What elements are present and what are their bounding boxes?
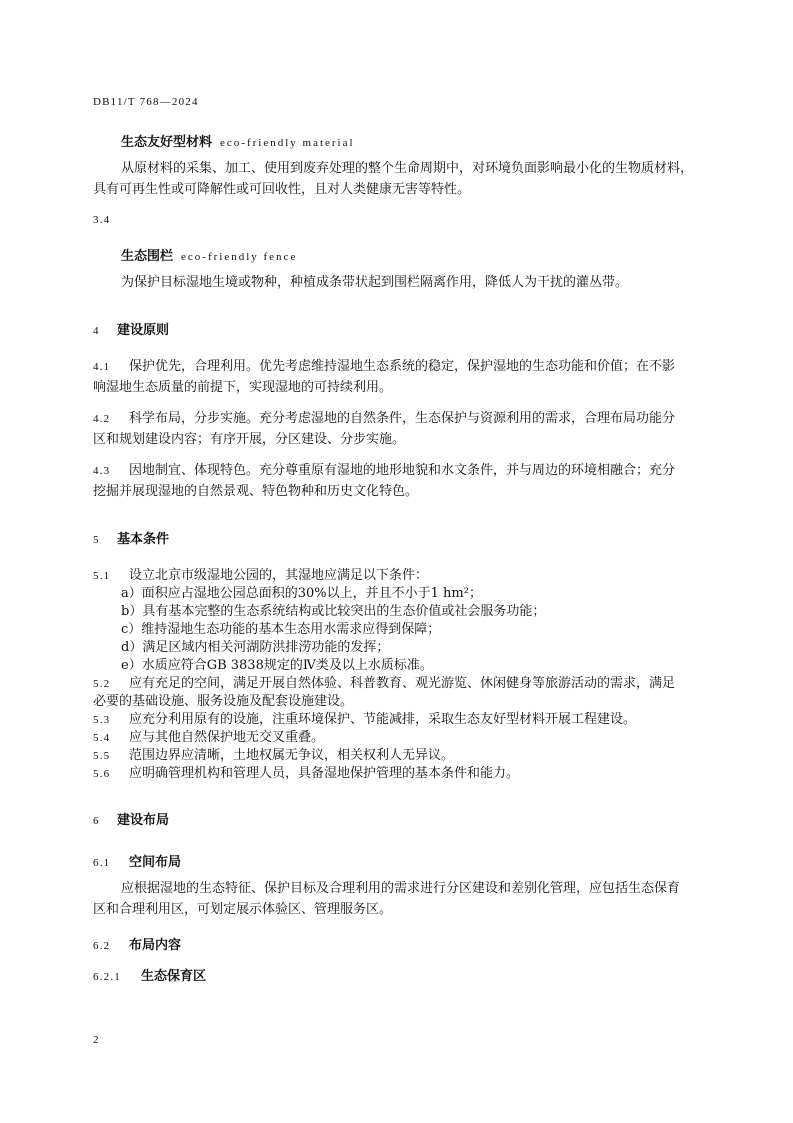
clause-4-1-line1 [93,360,675,374]
clause-text: 应充分利用原有的设施，注重环境保护、节能减排，采取生态友好型材料开展工程建设。 [129,712,637,727]
subsection-title: 空间布局 [129,855,182,870]
list-item-a: a）面积应占湿地公园总面积的30%以上，并且不小于1 hm²； [121,586,482,601]
term-en: eco-friendly material [220,137,355,149]
subsection-heading-6-2 [93,934,181,953]
clause-5-6 [93,767,519,781]
clause-text: 保护优先，合理利用。优先考虑维持湿地生态系统的稳定，保护湿地的生态功能和价值；在不影 [129,359,676,374]
clause-5-5 [93,749,454,763]
list-item-b: b）具有基本完整的生态系统结构或比较突出的生态价值或社会服务功能； [121,604,546,619]
clause-number: 5.2 [93,678,111,690]
section-number: 5 [93,534,100,546]
section-heading-6 [93,809,169,828]
clause-text: 应与其他自然保护地无交叉重叠。 [129,730,325,745]
clause-text: 应有充足的空间，满足开展自然体验、科普教育、观光游览、休闲健身等旅游活动的需求，满足 [129,676,676,691]
clause-text: 应明确管理机构和管理人员，具备湿地保护管理的基本条件和能力。 [129,766,520,781]
subsection-number: 6.1 [93,857,111,869]
list-item-d: d）满足区域内相关河湖防洪排涝功能的发挥； [121,640,390,655]
subsection-title: 布局内容 [129,938,182,953]
page-number: 2 [93,1034,100,1046]
subsection-number: 6.2.1 [93,971,121,983]
clause-text: 设立北京市级湿地公园的，其湿地应满足以下条件： [129,568,429,583]
list-item-c: c）维持湿地生态功能的基本生态用水需求应得到保障； [121,622,441,637]
clause-5-2-line2: 必要的基础设施、服务设施及配套设施建设。 [93,694,354,709]
section-heading-4 [93,319,169,338]
definition-3-3-line1: 从原材料的采集、加工、使用到废弃处理的整个生命周期中，对环境负面影响最小化的生物质材料， [121,161,694,176]
subsection-number: 6.2 [93,940,111,952]
term-3-4 [121,245,297,264]
section-number: 6 [93,815,100,827]
clause-4-3-line1 [93,464,675,478]
clause-number: 5.5 [93,750,111,762]
clause-number: 4.2 [93,413,111,425]
standard-code: DB11/T 768—2024 [93,96,199,108]
clause-4-2-line2: 区和规划建设内容；有序开展，分区建设、分步实施。 [93,432,406,447]
clause-text: 因地制宜、体现特色。充分尊重原有湿地的地形地貌和水文条件，并与周边的环境相融合；充分 [129,463,676,478]
section-title: 建设原则 [117,323,170,338]
clause-text: 科学布局，分步实施。充分考虑湿地的自然条件，生态保护与资源利用的需求，合理布局功能分 [129,411,676,426]
clause-5-2-line1 [93,677,675,691]
subsection-heading-6-1 [93,851,181,870]
clause-number: 4.1 [93,361,111,373]
clause-number: 5.3 [93,714,111,726]
clause-number: 5.6 [93,768,111,780]
clause-4-3-line2: 挖掘并展现湿地的自然景观、特色物种和历史文化特色。 [93,484,419,499]
clause-4-1-line2: 响湿地生态质量的前提下，实现湿地的可持续利用。 [93,380,393,395]
section-title: 建设布局 [117,813,170,828]
clause-number: 5.4 [93,732,111,744]
clause-number-3-4: 3.4 [93,214,111,226]
term-zh: 生态友好型材料 [121,135,213,150]
section-number: 4 [93,325,100,337]
definition-3-3-line2: 具有可再生性或可降解性或可回收性，且对人类健康无害等特性。 [93,182,471,197]
definition-3-4: 为保护目标湿地生境或物种，种植成条带状起到围栏隔离作用，降低人为干扰的灌丛带。 [121,275,629,290]
paragraph-6-1-line1: 应根据湿地的生态特征、保护目标及合理利用的需求进行分区建设和差别化管理，应包括生态保育 [121,881,681,896]
term-zh: 生态围栏 [121,249,174,264]
clause-4-2-line1 [93,412,675,426]
subsection-heading-6-2-1 [93,965,206,984]
clause-number: 4.3 [93,465,111,477]
term-en: eco-friendly fence [181,251,298,263]
section-heading-5 [93,528,169,547]
clause-number: 5.1 [93,570,111,582]
list-item-e: e）水质应符合GB 3838规定的Ⅳ类及以上水质标准。 [121,658,433,673]
term-3-3 [121,131,355,150]
clause-5-3 [93,713,636,727]
section-title: 基本条件 [117,532,170,547]
subsection-title: 生态保育区 [141,969,207,984]
clause-5-1 [93,569,428,583]
clause-5-4 [93,731,324,745]
clause-text: 范围边界应清晰，土地权属无争议，相关权利人无异议。 [129,748,455,763]
paragraph-6-1-line2: 区和合理利用区，可划定展示体验区、管理服务区。 [93,902,393,917]
